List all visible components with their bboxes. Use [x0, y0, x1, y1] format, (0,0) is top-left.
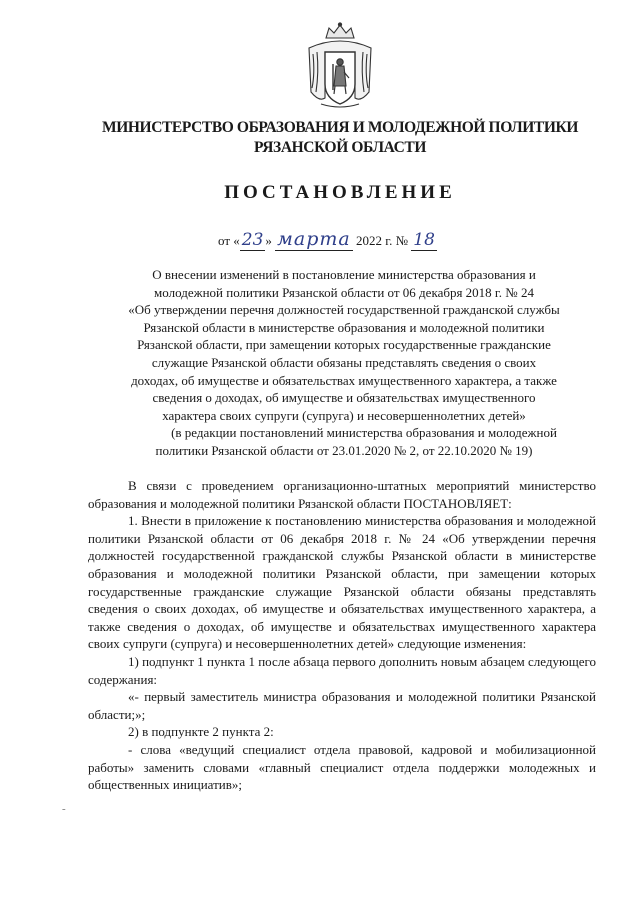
ministry-name [40, 118, 640, 158]
subject-line: Рязанской области, при замещении которых государственные гражданские [137, 337, 551, 353]
document-type-title: ПОСТАНОВЛЕНИЕ [224, 182, 456, 203]
body-paragraph: 1) подпункт 1 пункта 1 после абзаца первого дополнить новым абзацем следующего содержания: [88, 653, 596, 687]
subject-line: молодежной политики Рязанской области от 06 декабря 2018 г. № 24 [154, 284, 534, 300]
body-paragraph: 1. Внести в приложение к постановлению министерства образования и молодежной политики Рязанской области от 06 декабря 2018 г. № 24 «Об утверждении перечня должностей государственной гражданской службы Рязанской области в министерстве образования и молодежной политики Рязанской области, при замещении которых государственные гражданские служащие Рязанской области обязаны представлять сведения о своих доходах, об имуществе и обязательствах имущественного характера, а также сведения о доходах, об имуществе и обязательствах имущественного характера своих супруги (супруга) и несовершеннолетних детей» следующие изменения: [88, 513, 596, 652]
subject-line: характера своих супруги (супруга) и несовершеннолетних детей» [162, 407, 526, 423]
ryazan-coat-of-arms-icon [303, 22, 377, 110]
body-paragraph: - слова «ведущий специалист отдела правовой, кадровой и мобилизационной работы» заменить словами «главный специалист отдела поддержки молодежных и общественных инициатив»; [88, 741, 596, 793]
body-paragraph: 2) в подпункте 2 пункта 2: [128, 724, 274, 740]
ministry-name-line1: МИНИСТЕРСТВО ОБРАЗОВАНИЯ И МОЛОДЕЖНОЙ ПОЛИТИКИ [102, 119, 578, 136]
date-month: марта [277, 228, 351, 250]
date-mid: » [265, 233, 272, 248]
document-subject [96, 266, 592, 460]
subject-line: доходах, об имуществе и обязательствах имущественного характера, а также [131, 372, 557, 388]
body-paragraph: В связи с проведением организационно-штатных мероприятий министерство образования и молодежной политики Рязанской области ПОСТАНОВЛЯЕТ: [88, 478, 596, 511]
body-paragraph: «- первый заместитель министра образования и молодежной политики Рязанской области;»; [88, 689, 596, 722]
subject-line: сведения о доходах, об имуществе и обязательствах имущественного [152, 390, 536, 406]
subject-line: (в редакции постановлений министерства образования и молодежной [171, 425, 557, 441]
subject-line: О внесении изменений в постановление министерства образования и [152, 267, 536, 282]
date-prefix: от « [218, 233, 240, 248]
date-number-line [218, 228, 437, 250]
date-day: 23 [241, 230, 264, 250]
subject-line: служащие Рязанской области обязаны представлять сведения о своих [151, 354, 537, 370]
document-body [88, 477, 596, 794]
date-year: 2022 г. № [356, 233, 409, 248]
subject-line: «Об утверждении перечня должностей государственной гражданской службы [128, 302, 560, 318]
margin-mark: - [62, 803, 66, 815]
subject-line: политики Рязанской области от 23.01.2020 № 2, от 22.10.2020 № 19) [155, 442, 533, 458]
subject-line: Рязанской области в министерстве образования и молодежной политики [143, 319, 545, 335]
ministry-name-line2: РЯЗАНСКОЙ ОБЛАСТИ [253, 139, 427, 156]
document-number: 18 [413, 230, 435, 250]
